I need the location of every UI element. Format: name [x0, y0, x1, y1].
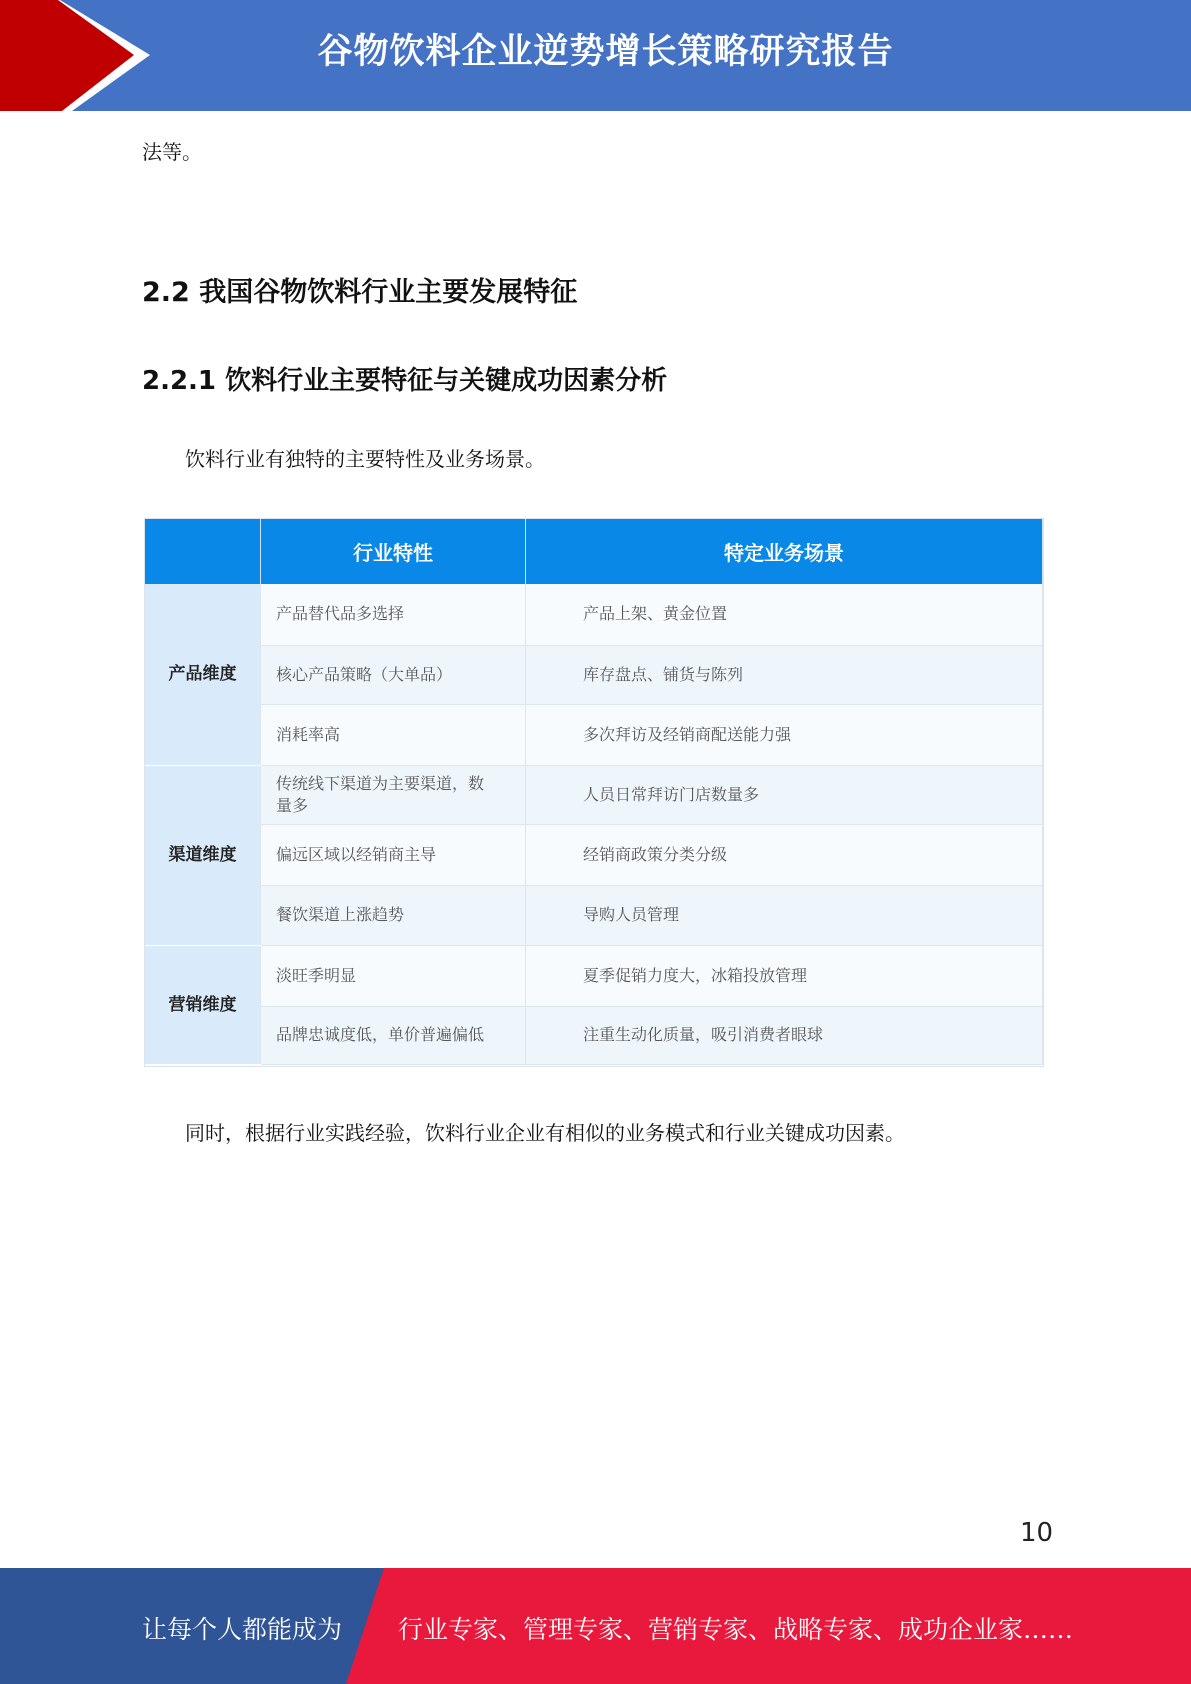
continued-text: 法等。	[142, 140, 202, 164]
footer-slogan-left: 让每个人都能成为	[142, 1615, 343, 1644]
feature-cell: 核心产品策略（大单品）	[261, 645, 526, 704]
feature-cell: 品牌忠诚度低，单价普遍偏低	[261, 1006, 526, 1064]
feature-cell: 产品替代品多选择	[261, 584, 526, 645]
scenario-cell: 产品上架、黄金位置	[526, 584, 1043, 645]
scenario-cell: 多次拜访及经销商配送能力强	[526, 704, 1043, 765]
table-row	[145, 584, 1043, 645]
dimension-cell: 营销维度	[145, 945, 261, 1064]
table-header-row	[145, 519, 1043, 584]
followup-paragraph: 同时，根据行业实践经验，饮料行业企业有相似的业务模式和行业关键成功因素。	[185, 1121, 905, 1145]
header-scenario: 特定业务场景	[526, 519, 1043, 584]
feature-cell: 偏远区域以经销商主导	[261, 824, 526, 885]
features-table-grid	[145, 519, 1043, 1065]
scenario-cell: 导购人员管理	[526, 885, 1043, 945]
table-row	[145, 824, 1043, 885]
page-number: 10	[1020, 1518, 1054, 1548]
table-row	[145, 765, 1043, 824]
subsection-heading: 2.2.1 饮料行业主要特征与关键成功因素分析	[142, 366, 668, 396]
scenario-cell: 注重生动化质量，吸引消费者眼球	[526, 1006, 1043, 1064]
dimension-cell: 产品维度	[145, 584, 261, 765]
page-header	[0, 0, 1191, 111]
scenario-cell: 库存盘点、铺货与陈列	[526, 645, 1043, 704]
feature-cell: 传统线下渠道为主要渠道，数量多	[261, 765, 526, 824]
table-row	[145, 885, 1043, 945]
header-feature: 行业特性	[261, 519, 526, 584]
report-title: 谷物饮料企业逆势增长策略研究报告	[317, 32, 894, 72]
section-heading: 2.2 我国谷物饮料行业主要发展特征	[142, 277, 578, 308]
feature-cell: 淡旺季明显	[261, 945, 526, 1006]
scenario-cell: 夏季促销力度大，冰箱投放管理	[526, 945, 1043, 1006]
table-row	[145, 945, 1043, 1006]
intro-paragraph: 饮料行业有独特的主要特性及业务场景。	[185, 447, 545, 471]
feature-cell: 餐饮渠道上涨趋势	[261, 885, 526, 945]
scenario-cell: 经销商政策分类分级	[526, 824, 1043, 885]
feature-cell: 消耗率高	[261, 704, 526, 765]
table-row	[145, 645, 1043, 704]
table-row	[145, 1006, 1043, 1064]
dimension-cell: 渠道维度	[145, 765, 261, 945]
page-footer	[0, 1568, 1191, 1684]
header-dimension	[145, 519, 261, 584]
scenario-cell: 人员日常拜访门店数量多	[526, 765, 1043, 824]
footer-slogan-right: 行业专家、管理专家、营销专家、战略专家、成功企业家……	[398, 1615, 1074, 1644]
features-table	[144, 518, 1044, 1067]
table-row	[145, 704, 1043, 765]
